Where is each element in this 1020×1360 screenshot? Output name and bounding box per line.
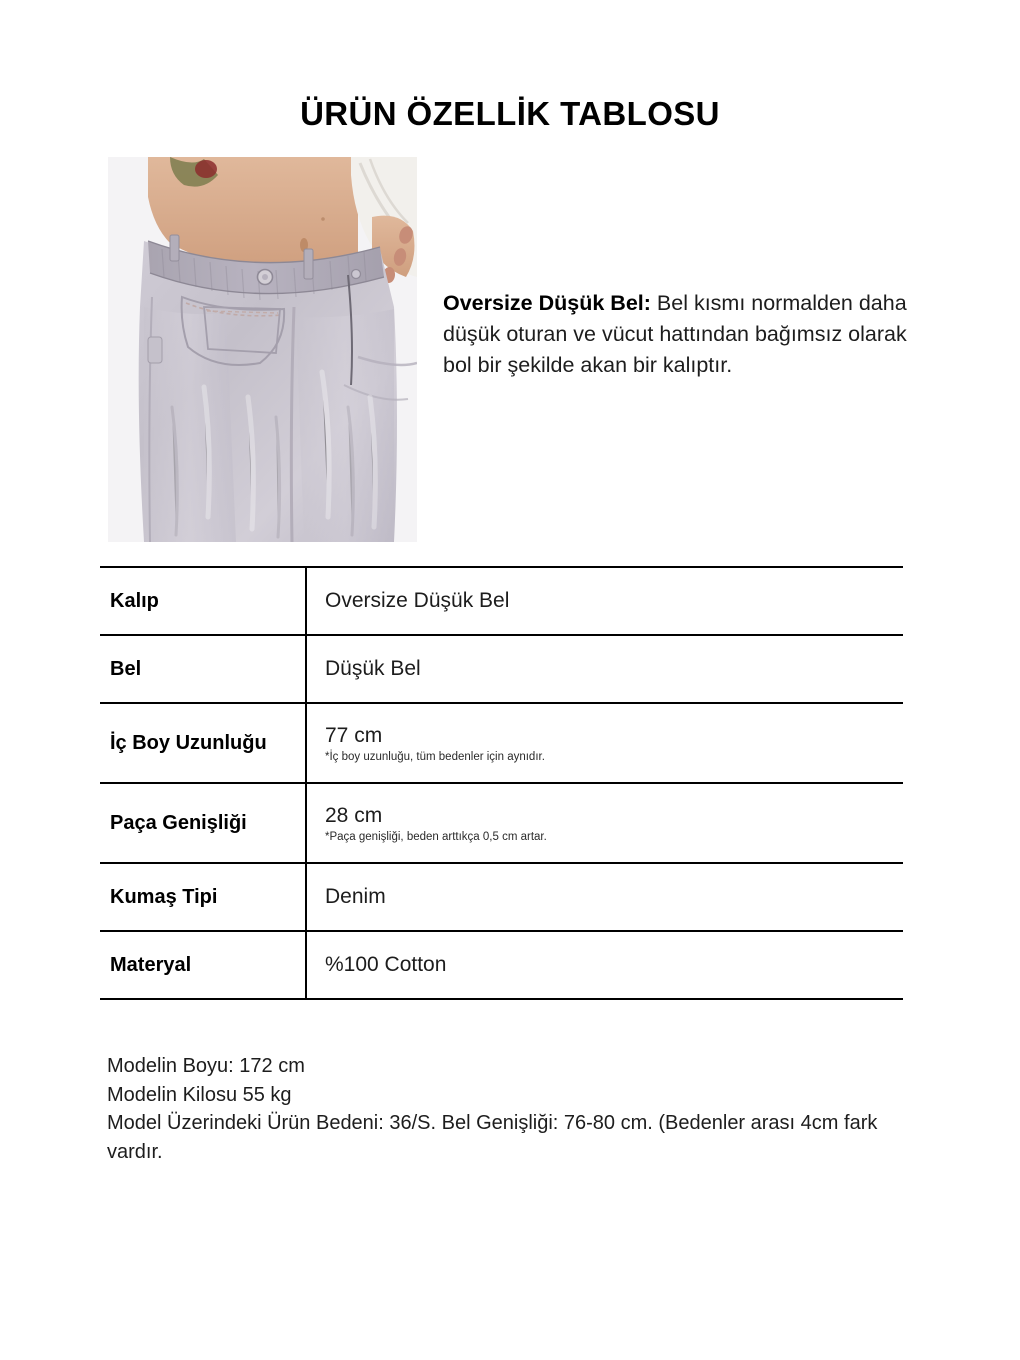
spec-value-main: 77 cm [325,723,383,747]
spec-value-note: *İç boy uzunluğu, tüm bedenler için aynıdır. [325,750,545,763]
table-row [100,930,903,1000]
spec-value [307,784,903,862]
spec-value [307,864,903,930]
spec-label: Paça Genişliği [100,784,307,862]
model-height: Modelin Boyu: 172 cm [107,1055,305,1077]
model-product-size: Model Üzerindeki Ürün Bedeni: 36/S. Bel Genişliği: 76-80 cm. (Bedenler arası 4cm fark vardır. [107,1112,878,1163]
spec-value-main: %100 Cotton [325,953,447,976]
spec-value-main: Denim [325,885,386,908]
spec-value [307,704,903,782]
spec-value-note: *Paça genişliği, beden arttıkça 0,5 cm artar. [325,830,547,843]
model-info [107,1052,897,1166]
product-description [443,288,923,381]
table-row [100,634,903,702]
description-body: Bel kısmı normalden daha düşük oturan ve vücut hattından bağımsız olarak bol bir şekilde akan bir kalıptır. [443,291,907,377]
page-title: ÜRÜN ÖZELLİK TABLOSU [300,95,720,132]
table-row [100,782,903,862]
spec-label: Kalıp [100,568,307,634]
table-row [100,566,903,634]
spec-value [307,636,903,702]
spec-value [307,932,903,998]
description-lead: Oversize Düşük Bel: [443,291,651,315]
spec-value [307,568,903,634]
spec-value-main: Oversize Düşük Bel [325,589,510,612]
product-photo-illustration [108,157,417,542]
spec-value-main: 28 cm [325,803,383,827]
spec-table [100,566,903,1000]
spec-label: Bel [100,636,307,702]
spec-label: Materyal [100,932,307,998]
table-row [100,702,903,782]
spec-label: İç Boy Uzunluğu [100,704,307,782]
spec-label: Kumaş Tipi [100,864,307,930]
spec-value-main: Düşük Bel [325,657,421,680]
table-row [100,862,903,930]
model-weight: Modelin Kilosu 55 kg [107,1083,292,1106]
product-photo [108,157,417,542]
